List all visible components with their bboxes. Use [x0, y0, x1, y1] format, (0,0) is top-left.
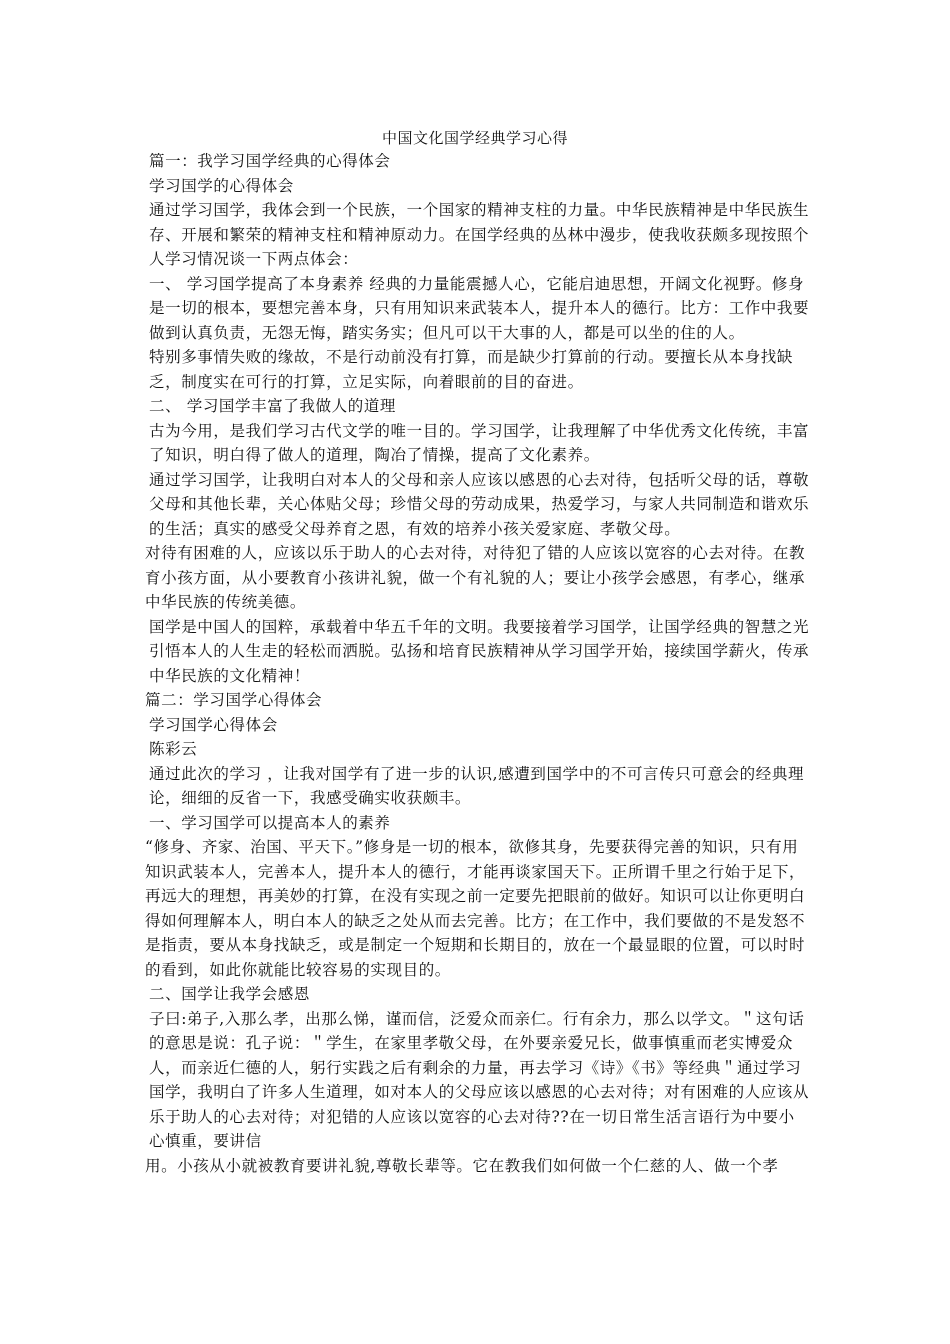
document-title: 中国文化国学经典学习心得	[381, 129, 568, 147]
paragraph: 通过学习国学，我体会到一个民族，一个国家的精神支柱的力量。中华民族精神是中华民族生存、开展和繁荣的精神支柱和精神原动力。在国学经典的丛林中漫步，使我收获颇多现按照个人学习情况谈一下两点体会：	[149, 201, 810, 268]
paragraph: 一、 学习国学提高了本身素养 经典的力量能震撼人心，它能启迪思想，开阔文化视野。修身是一切的根本，要想完善本身，只有用知识来武装本人，提升本人的德行。比方：工作中我要做到认真负责，无怨无悔，踏实务实；但凡可以干大事的人，都是可以坐的住的人。	[149, 274, 810, 342]
paragraph: 学习国学的心得体会	[149, 176, 294, 195]
paragraph: 二、国学让我学会感恩	[149, 985, 311, 1003]
paragraph: “修身、齐家、治国、平天下。”修身是一切的根本，欲修其身，先要获得完善的知识，只有用知识武装本人，完善本人，提升本人的德行，才能再谈家国天下。正所谓千里之行始于足下，再远大的理想，再美妙的打算，在没有实现之前一定要先把眼前的做好。知识可以让你更明白得如何理解本人，明白本人的缺乏之处从而去完善。比方；在工作中，我们要做的不是发怒不是指责，要从本身找缺乏，或是制定一个短期和长期目的，放在一个最显眼的位置，可以时时的看到，如此你就能比较容易的实现目的。	[145, 838, 806, 979]
paragraph: 篇一：我学习国学经典的心得体会	[149, 152, 391, 170]
paragraph: 篇二：学习国学心得体会	[145, 691, 323, 709]
paragraph: 特别多事情失败的缘故，不是行动前没有打算，而是缺少打算前的行动。要擅长从本身找缺乏，制度实在可行的打算，立足实际，向着眼前的目的奋进。	[149, 348, 794, 391]
paragraph: 通过学习国学，让我明白对本人的父母和亲人应该以感恩的心去对待，包括听父母的话，尊敬父母和其他长辈，关心体贴父母；珍惜父母的劳动成果，热爱学习，与家人共同制造和谐欢乐的生活；真实的感受父母养育之恩，有效的培养小孩关爱家庭、孝敬父母。	[149, 470, 810, 538]
paragraph: 陈彩云	[149, 740, 198, 758]
paragraph: 通过此次的学习 ，让我对国学有了进一步的认识,感遭到国学中的不可言传只可意会的经典理论，细细的反省一下，我感受确实收获颇丰。	[149, 764, 805, 807]
paragraph: 国学是中国人的国粹，承载着中华五千年的文明。我要接着学习国学，让国学经典的智慧之光引悟本人的人生走的轻松而洒脱。弘扬和培育民族精神从学习国学开始，接续国学薪火，传承中华民族的文化精神！	[149, 617, 810, 685]
paragraph: 子曰:弟子,入那么孝，出那么悌，谨而信，泛爱众而亲仁。行有余力，那么以学文。＂这句话的意思是说：孔子说：＂学生，在家里孝敬父母，在外要亲爱兄长，做事慎重而老实博爱众人，而亲近仁德的人，躬行实践之后有剩余的力量，再去学习《诗》《书》等经典＂通过学习国学，我明白了许多人生道理，如对本人的父母应该以感恩的心去对待；对有困难的人应该从乐于助人的心去对待；对犯错的人应该以宽容的心去对待??在一切日常生活言语行为中要小心慎重，要讲信	[149, 1009, 810, 1150]
paragraph: 用。小孩从小就被教育要讲礼貌,尊敬长辈等。它在教我们如何做一个仁慈的人、做一个孝	[145, 1156, 779, 1175]
paragraph: 古为今用，是我们学习古代文学的唯一目的。学习国学，让我理解了中华优秀文化传统，丰富了知识，明白得了做人的道理，陶冶了情操，提高了文化素养。	[149, 421, 810, 464]
paragraph: 学习国学心得体会	[149, 715, 278, 734]
paragraph: 对待有困难的人，应该以乐于助人的心去对待，对待犯了错的人应该以宽容的心去对待。在教育小孩方面，从小要教育小孩讲礼貌，做一个有礼貌的人；要让小孩学会感恩，有孝心，继承中华民族的传统美德。	[145, 544, 806, 611]
paragraph: 一、学习国学可以提高本人的素养	[149, 813, 391, 832]
paragraph: 二、 学习国学丰富了我做人的道理	[149, 397, 397, 415]
document-body	[145, 149, 810, 1178]
